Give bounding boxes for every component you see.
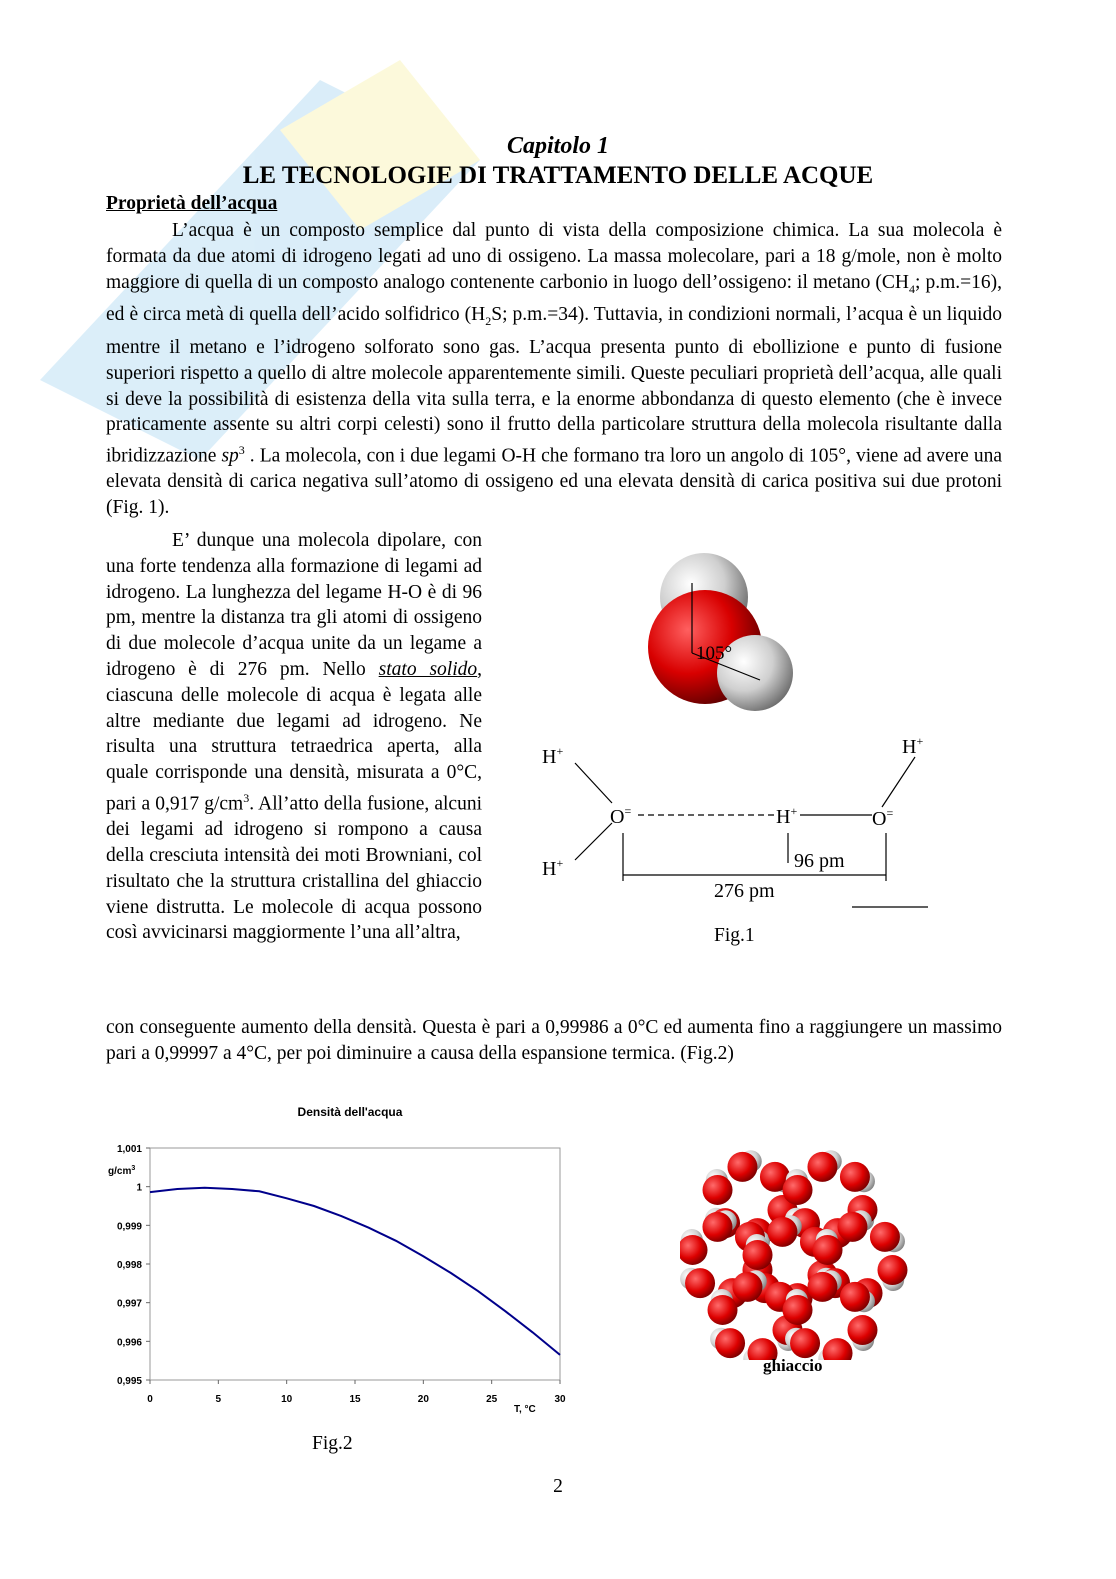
oxygen-atom [840, 1282, 870, 1312]
x-tick-label: 20 [417, 1394, 429, 1405]
x-tick-label: 15 [349, 1394, 361, 1405]
x-tick-label: 5 [215, 1394, 222, 1405]
oxygen-atom [732, 1272, 762, 1302]
ice-caption: ghiaccio [763, 1356, 823, 1375]
chapter-title: Capitolo 1 [506, 133, 609, 159]
main-title: LE TECNOLOGIE DI TRATTAMENTO DELLE ACQUE [242, 162, 874, 189]
oo-distance-label: 276 pm [714, 880, 775, 902]
angle-label: 105° [696, 643, 733, 664]
y-tick-label: 0,995 [116, 1376, 142, 1387]
x-tick-label: 0 [147, 1394, 153, 1405]
oxygen-atom [783, 1175, 813, 1205]
oxygen-atom [877, 1255, 907, 1285]
y-tick-label: 0,999 [116, 1221, 142, 1233]
bond-length-label: 96 pm [794, 850, 845, 872]
oxygen-atom [870, 1222, 900, 1252]
paragraph-3: con conseguente aumento della densità. Questa è pari a 0,99986 a 0°C ed aumenta fino a raggiungere un massimo pari a 0,99997 a 4°C, per poi diminuire a causa della espansione termica. (Fig.2) [106, 1017, 1002, 1064]
x-tick-label: 10 [281, 1394, 293, 1405]
plot-area [150, 1148, 560, 1380]
oxygen-atom [767, 1217, 797, 1247]
x-tick-label: 25 [486, 1394, 498, 1405]
oxygen-atom [727, 1152, 757, 1182]
page-number: 2 [553, 1476, 563, 1497]
oxygen-atom [743, 1240, 773, 1270]
h-middle: H+ [776, 804, 798, 828]
ice-structure-image [680, 1140, 920, 1360]
x-axis-label: T, °C [514, 1404, 536, 1415]
oxygen-atom [840, 1162, 870, 1192]
section-title: Proprietà dell’acqua [106, 193, 278, 214]
oxygen-atom [790, 1328, 820, 1358]
bond-schematic [542, 734, 928, 907]
oxygen-atom [680, 1235, 708, 1265]
o-left: O= [610, 804, 632, 828]
oxygen-atom [702, 1212, 732, 1242]
oxygen-atom [813, 1235, 843, 1265]
o-right: O= [872, 806, 894, 830]
oxygen-atom [783, 1295, 813, 1325]
oxygen-atom [823, 1338, 853, 1360]
density-chart [90, 1098, 590, 1428]
y-tick-label: 0,996 [116, 1337, 142, 1349]
h-left-top: H+ [542, 744, 564, 768]
oxygen-atom [847, 1315, 877, 1345]
h-left-bottom: H+ [542, 856, 564, 880]
y-tick-label: 1,001 [116, 1144, 142, 1155]
oxygen-atom [715, 1328, 745, 1358]
paragraph-1: L’acqua è un composto semplice dal punto di vista della composizione chimica. La sua molecola è formata da due atomi di idrogeno legati ad uno di ossigeno. La massa molecolare, pari a 18 g/mole, non è molto maggiore di quella di un composto analogo contenente carbonio in luogo dell’ossigeno: il metano ($CH_4$; p.m.=16), ed è circa metà di quella dell’acido solfidrico ($H_2S$; p.m.=34). Tuttavia, in condizioni normali, l’acqua è un liquido mentre il metano e l’idrogeno solforato sono gas. L’acqua presenta punto di ebollizione e punto di fusione superiori rispetto a quello di altre molecole apparentemente simili. Queste peculiari proprietà dell’acqua, alle quali si deve la possibilità di esistenza della vita sulla terra, e la enorme abbondanza di questo elemento (che è invece praticamente assente su altri corpi celesti) sono il frutto della particolare struttura della molecola risultante dalla ibridizzazione $sp^3$ . La molecola, con i due legami O-H che formano tra loro un angolo di 105°, viene ad avere una elevata densità di carica negativa sull’atomo di ossigeno ed una elevata densità di carica positiva sui due protoni (Fig. 1). [106, 220, 1003, 519]
y-tick-label: 1 [136, 1182, 142, 1194]
oxygen-atom [708, 1295, 738, 1325]
oxygen-atom [807, 1272, 837, 1302]
y-tick-label: 0,997 [116, 1298, 142, 1310]
oxygen-atom [703, 1175, 733, 1205]
h-right-top: H+ [902, 734, 924, 758]
oxygen-atom [685, 1268, 715, 1298]
y-tick-label: 0,998 [116, 1260, 142, 1271]
x-tick-label: 30 [554, 1394, 566, 1405]
molecule-model [648, 553, 793, 711]
figure-1-caption: Fig.1 [714, 925, 755, 946]
figure-2-caption: Fig.2 [312, 1433, 353, 1454]
chart-title: Densità dell'acqua [297, 1105, 403, 1119]
oxygen-atom [807, 1152, 837, 1182]
oxygen-atom [837, 1212, 867, 1242]
paragraph-2: E’ dunque una molecola dipolare, con una forte tendenza alla formazione di legami ad idrogeno. La lunghezza del legame H-O è di 96 pm, mentre la distanza tra gli atomi di ossigeno di due molecole d’acqua unite da un legame a idrogeno è di 276 pm. Nello stato solido, ciascuna delle molecole di acqua è legata alle altre mediante due legami ad idrogeno. Ne risulta una struttura tetraedrica aperta, alla quale corrisponde una densità, misurata a 0°C, pari a 0,917 $g/cm^3$. All’atto della fusione, alcuni dei legami ad idrogeno si rompono a causa della cresciuta intensità dei moti Browniani, col risultato che la struttura cristallina del ghiaccio viene distrutta. Le molecole di acqua possono così avvicinarsi maggiormente l’una all’altra, [106, 530, 482, 944]
figure-1-water-molecule [530, 535, 950, 915]
y-axis-label: $g/cm^3$ [108, 1165, 136, 1177]
